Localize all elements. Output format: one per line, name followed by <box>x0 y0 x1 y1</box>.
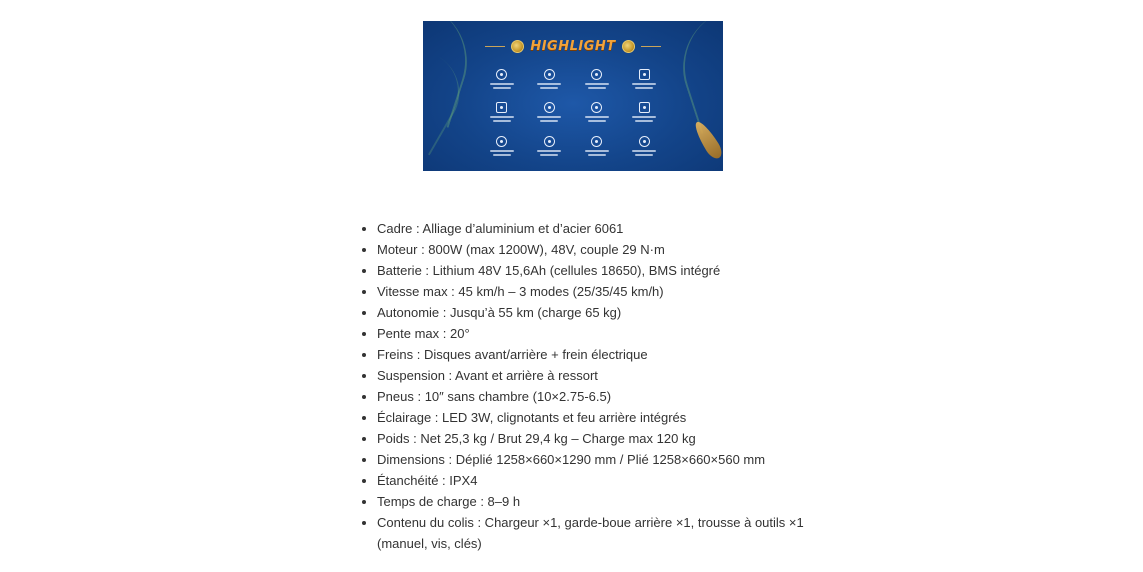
banner-title: HIGHLIGHT <box>530 38 616 54</box>
layers-icon <box>639 102 650 113</box>
spec-charge-time: • Temps de charge : 8–9 h <box>377 491 847 512</box>
spec-max-speed: • Vitesse max : 45 km/h – 3 modes (25/35/45 km/h) <box>377 281 847 302</box>
spec-dimensions: • Dimensions : Déplié 1258×660×1290 mm / Plié 1258×660×560 mm <box>377 449 847 470</box>
feature-item <box>526 133 574 166</box>
divider <box>641 46 661 47</box>
feature-item <box>526 66 574 99</box>
spec-lighting: • Éclairage : LED 3W, clignotants et feu arrière intégrés <box>377 407 847 428</box>
medal-icon <box>622 40 635 53</box>
light-icon <box>544 102 555 113</box>
palm-leaf-decoration <box>423 57 475 156</box>
banner-title-row <box>423 36 723 56</box>
location-pin-icon <box>544 69 555 80</box>
plug-icon <box>496 102 507 113</box>
slope-icon <box>591 136 602 147</box>
spec-weight: • Poids : Net 25,3 kg / Brut 29,4 kg – Charge max 120 kg <box>377 428 847 449</box>
wheel-icon <box>591 102 602 113</box>
feature-item <box>478 66 526 99</box>
speedometer-icon <box>496 69 507 80</box>
spec-range: • Autonomie : Jusqu’à 55 km (charge 65 kg) <box>377 302 847 323</box>
feature-item <box>621 133 669 166</box>
spec-battery: • Batterie : Lithium 48V 15,6Ah (cellules 18650), BMS intégré <box>377 260 847 281</box>
spec-brakes: • Freins : Disques avant/arrière + frein électrique <box>377 344 847 365</box>
medal-icon <box>511 40 524 53</box>
spec-package-contents: • Contenu du colis : Chargeur ×1, garde-boue arrière ×1, trousse à outils ×1 (manuel, vis, clés) <box>377 512 847 554</box>
spec-waterproof: • Étanchéité : IPX4 <box>377 470 847 491</box>
battery-icon <box>496 136 507 147</box>
feature-item <box>573 66 621 99</box>
spec-tires: • Pneus : 10″ sans chambre (10×2.75-6.5) <box>377 386 847 407</box>
display-icon <box>639 69 650 80</box>
highlight-banner-image <box>423 21 723 171</box>
feature-item <box>573 99 621 132</box>
feature-item <box>621 99 669 132</box>
spec-suspension: • Suspension : Avant et arrière à ressort <box>377 365 847 386</box>
brake-icon <box>639 136 650 147</box>
spec-max-slope: • Pente max : 20° <box>377 323 847 344</box>
divider <box>485 46 505 47</box>
spec-motor: • Moteur : 800W (max 1200W), 48V, couple 29 N·m <box>377 239 847 260</box>
feature-item <box>478 99 526 132</box>
motor-icon <box>591 69 602 80</box>
spec-list <box>353 218 847 554</box>
feature-item <box>621 66 669 99</box>
feature-item <box>526 99 574 132</box>
feature-icon-grid <box>478 66 668 166</box>
feature-item <box>478 133 526 166</box>
spec-frame: • Cadre : Alliage d’aluminium et d’acier 6061 <box>377 218 847 239</box>
suspension-icon <box>544 136 555 147</box>
feature-item <box>573 133 621 166</box>
